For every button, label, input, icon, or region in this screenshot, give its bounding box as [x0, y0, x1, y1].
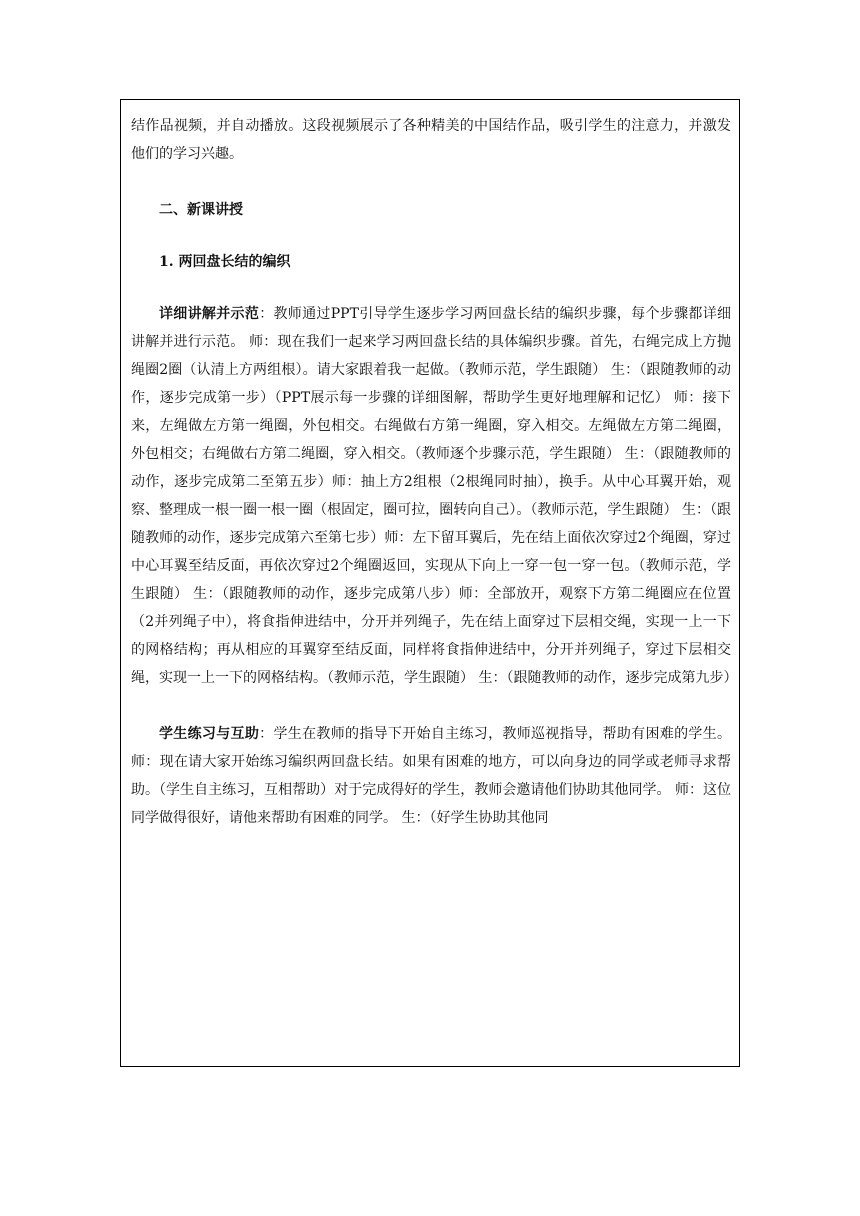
paragraph-text: ：学生在教师的指导下开始自主练习，教师巡视指导，帮助有困难的学生。 师：现在请大家开始练习编织两回盘长结。如果有困难的地方，可以向身边的同学或老师寻求帮助。（学生自主练习，互相帮助）对于完成得好的学生，教师会邀请他们协助其他同学。 师：这位同学做得很好，请他来帮助有困难的同学。 生：（好学生协助其他同 [131, 726, 732, 826]
teaching-paragraph [131, 300, 738, 692]
paragraph-text: ：教师通过PPT引导学生逐步学习两回盘长结的编织步骤，每个步骤都详细讲解并进行示范。 师：现在我们一起来学习两回盘长结的具体编织步骤。首先，右绳完成上方抛绳圈2圈（认清上方两组根）。请大家跟着我一起做。（教师示范，学生跟随） 生：（跟随教师的动作，逐步完成第一步）（PPT展示每一步骤的详细图解，帮助学生更好地理解和记忆） 师：接下来，左绳做左方第一绳圈，外包相交。右绳做右方第一绳圈，穿入相交。左绳做左方第二绳圈，外包相交；右绳做右方第二绳圈，穿入相交。（教师逐个步骤示范，学生跟随） 生：（跟随教师的动作，逐步完成第二至第五步）师：抽上方2组根（2根绳同时抽），换手。从中心耳翼开始，观察、整理成一根一圈一根一圈（根固定，圈可拉，圈转向自己）。（教师示范，学生跟随） 生：（跟随教师的动作，逐步完成第六至第七步）师：左下留耳翼后，先在结上面依次穿过2个绳圈，穿过中心耳翼至结反面，再依次穿过2个绳圈返回，实现从下向上一穿一包一穿一包。（教师示范，学生跟随） 生：（跟随教师的动作，逐步完成第八步）师：全部放开，观察下方第二绳圈应在位置（2并列绳子中），将食指伸进结中，分开并列绳子，先在结上面穿过下层相交绳，实现一上一下的网格结构；再从相应的耳翼穿至结反面，同样将食指伸进结中，分开并列绳子，穿过下层相交绳，实现一上一下的网格结构。（教师示范，学生跟随） 生：（跟随教师的动作，逐步完成第九步） [131, 306, 738, 686]
section-heading: 二、新课讲授 [159, 202, 243, 218]
paragraph-lead-label: 学生练习与互助 [159, 726, 260, 742]
practice-paragraph [131, 720, 731, 832]
paragraph-lead-label: 详细讲解并示范 [159, 306, 260, 322]
document-body [131, 112, 738, 832]
document-table-cell [120, 99, 740, 1067]
sub-heading: 1. 两回盘长结的编织 [159, 254, 291, 270]
intro-paragraph: 结作品视频，并自动播放。这段视频展示了各种精美的中国结作品，吸引学生的注意力，并激发他们的学习兴趣。 [131, 118, 731, 162]
